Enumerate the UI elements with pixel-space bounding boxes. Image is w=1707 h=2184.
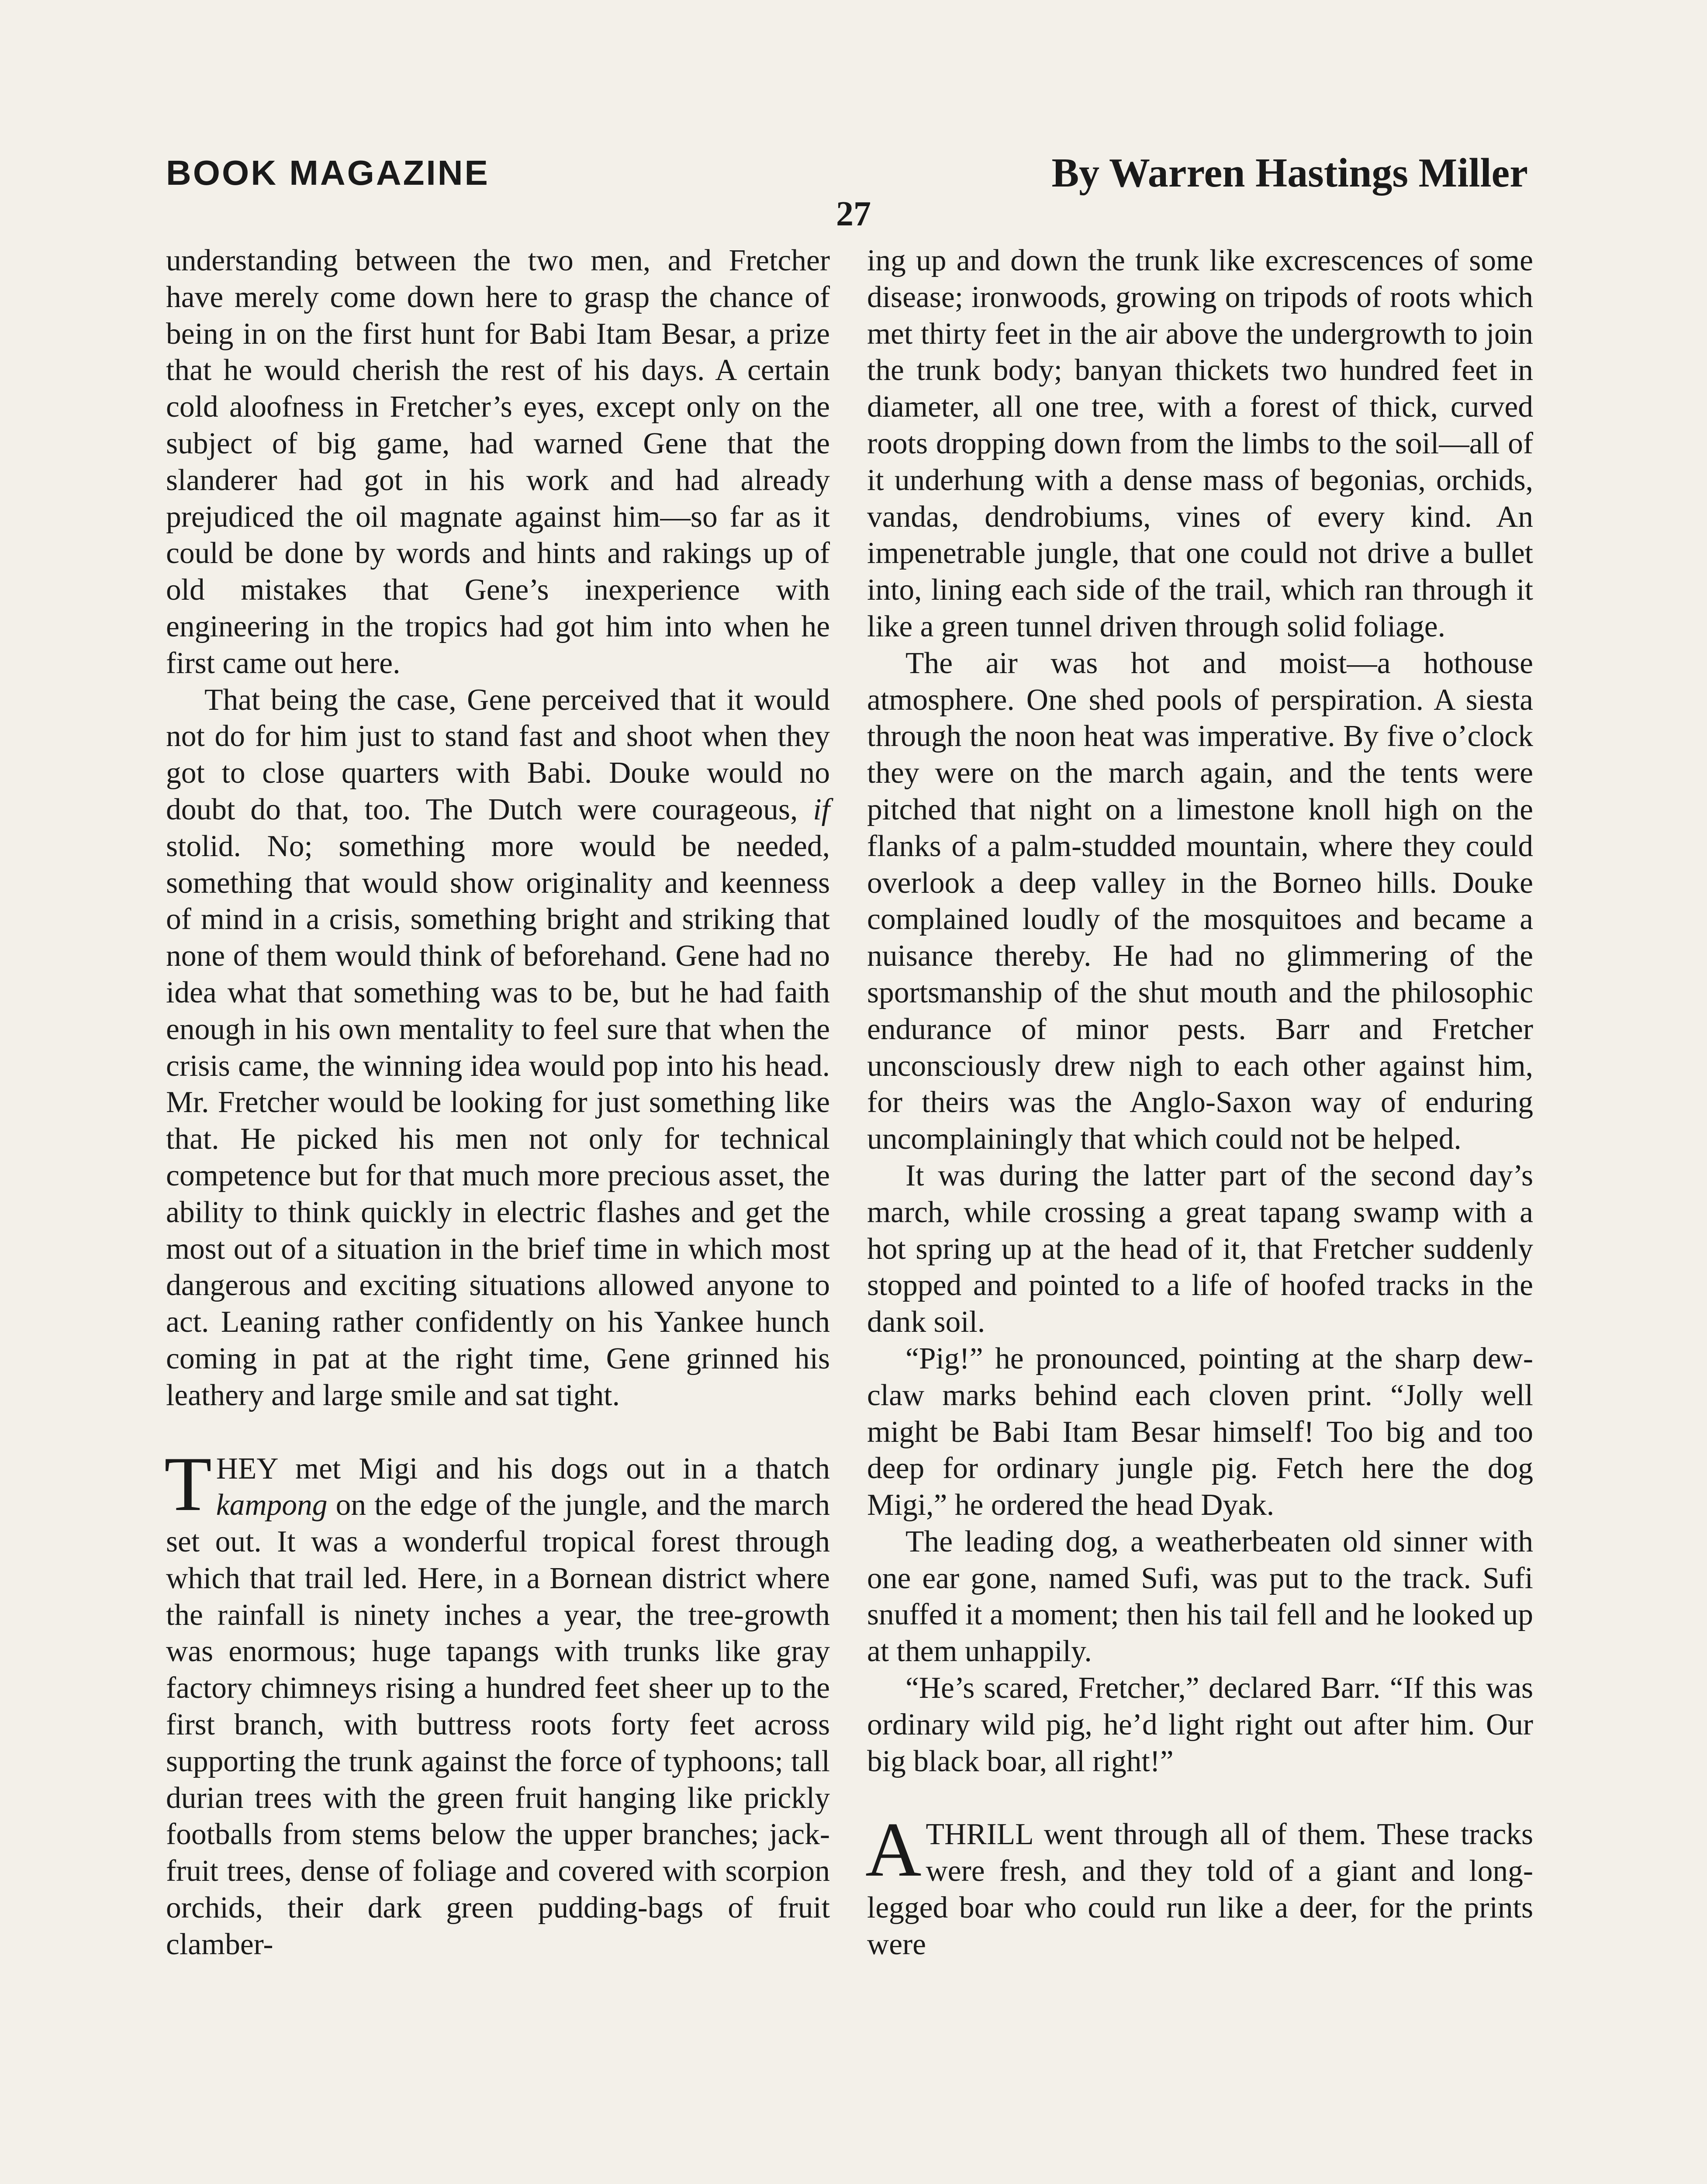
paragraph: understanding between the two men, and Fretcher have merely come down here to grasp the chance of being in on the first hunt for Babi Itam Besar, a prize that he would cherish the rest of his days. A certain cold aloofness in Fretcher’s eyes, except only on the subject of big game, had warned Gene that the slanderer had got in his work and had already prejudiced the oil magnate against him—so far as it could be done by words and hints and rakings up of old mistakes that Gene’s inexperience with engineering in the tropics had got him into when he first came out here. — [166, 244, 830, 680]
paragraph: “He’s scared, Fretcher,” declared Barr. “If this was ordinary wild pig, he’d light right out after him. Our big black boar, all right!” — [867, 1671, 1533, 1778]
left-column — [166, 242, 830, 1963]
paragraph: “Pig!” he pronounced, pointing at the sharp dew-claw marks behind each cloven print. “Jolly well might be Babi Itam Besar himself! Too big and too deep for ordinary jungle pig. Fetch here the dog Migi,” he ordered the head Dyak. — [867, 1341, 1533, 1522]
paragraph-text: THRILL went through all of them. These tracks were fresh, and they told of a giant and long-legged boar who could run like a deer, for the prints were — [867, 1818, 1533, 1961]
section-paragraph — [164, 1440, 830, 1963]
paragraph-text: HEY met Migi and his dogs out in a thatch — [216, 1451, 830, 1486]
right-column — [867, 242, 1533, 1963]
paragraph: It was during the latter part of the second day’s march, while crossing a great tapang swamp with a hot spring up at the head of it, that Fretcher suddenly stopped and pointed to a life of hoofed tracks in the dank soil. — [867, 1158, 1533, 1339]
paragraph: The air was hot and moist—a hothouse atmosphere. One shed pools of perspiration. A siesta through the noon heat was imperative. By five o’clock they were on the march again, and the tents were pitched that night on a limestone knoll high on the flanks of a palm-studded mountain, where they could overlook a deep valley in the Borneo hills. Douke complained loudly of the mosquitoes and became a nuisance thereby. He had no glimmering of the sportsmanship of the shut mouth and the philosophic endurance of minor pests. Barr and Fretcher unconsciously drew nigh to each other against him, for theirs was the Anglo-Saxon way of enduring uncomplainingly that which could not be helped. — [867, 646, 1533, 1156]
author-byline: By Warren Hastings Miller — [1051, 150, 1528, 196]
paragraph: ing up and down the trunk like excrescences of some disease; ironwoods, growing on tripods of roots which met thirty feet in the air above the undergrowth to join the trunk body; banyan thickets two hundred feet in diameter, all one tree, with a forest of thick, curved roots dropping down from the limbs to the soil—all of it underhung with a dense mass of begonias, orchids, vandas, dendrobiums, vines of every kind. An impenetrable jungle, that one could not drive a bullet into, lining each side of the trail, which ran through it like a green tunnel driven through solid foliage. — [867, 244, 1533, 643]
drop-cap: T — [164, 1440, 212, 1527]
paragraph: The leading dog, a weatherbeaten old sinner with one ear gone, named Sufi, was put to the track. Sufi snuffed it a moment; then his tail fell and he looked up at them unhappily. — [867, 1524, 1533, 1669]
section-paragraph — [865, 1806, 1533, 1963]
paragraph-text: stolid. No; something more would be needed, something that would show originality and keenness of mind in a crisis, something bright and striking that none of them would think of beforehand. Gene had no idea what that something was to be, but he had faith enough in his own mentality to feel sure that when the crisis came, the winning idea would pop into his head. Mr. Fretcher would be looking for just something like that. He picked his men not only for technical competence but for that much more precious asset, the ability to think quickly in electric flashes and get the most out of a situation in the brief time in which most dangerous and exciting situations allowed anyone to act. Leaning rather confidently on his Yankee hunch coming in pat at the right time, Gene grinned his leathery and large smile and sat tight. — [166, 829, 830, 1412]
page-number: 27 — [836, 195, 871, 233]
running-head — [166, 150, 1528, 201]
drop-cap: A — [865, 1806, 922, 1893]
paragraph-text: on the edge of the jungle, and the march set out. It was a wonderful tropical forest through which that trail led. Here, in a Bornean district where the rainfall is ninety inches a year, the tree-growth was enormous; huge tapangs with trunks like gray factory chimneys rising a hundred feet sheer up to the first branch, with buttress roots forty feet across supporting the trunk against the force of typhoons; tall durian trees with the green fruit hanging like prickly footballs from stems below the upper branches; jack-fruit trees, dense of foliage and covered with scorpion orchids, their dark green pudding-bags of fruit clamber- — [166, 1488, 830, 1961]
emphasis-text: if — [813, 792, 830, 826]
paragraph — [166, 682, 830, 1414]
emphasis-text: kampong — [216, 1488, 328, 1522]
magazine-title: BOOK MAGAZINE — [166, 153, 490, 192]
paragraph-text: That being the case, Gene perceived that it would not do for him just to stand fast and shoot when they got to close quarters with Babi. Douke would no doubt do that, too. The Dutch were courageous, — [166, 683, 830, 826]
